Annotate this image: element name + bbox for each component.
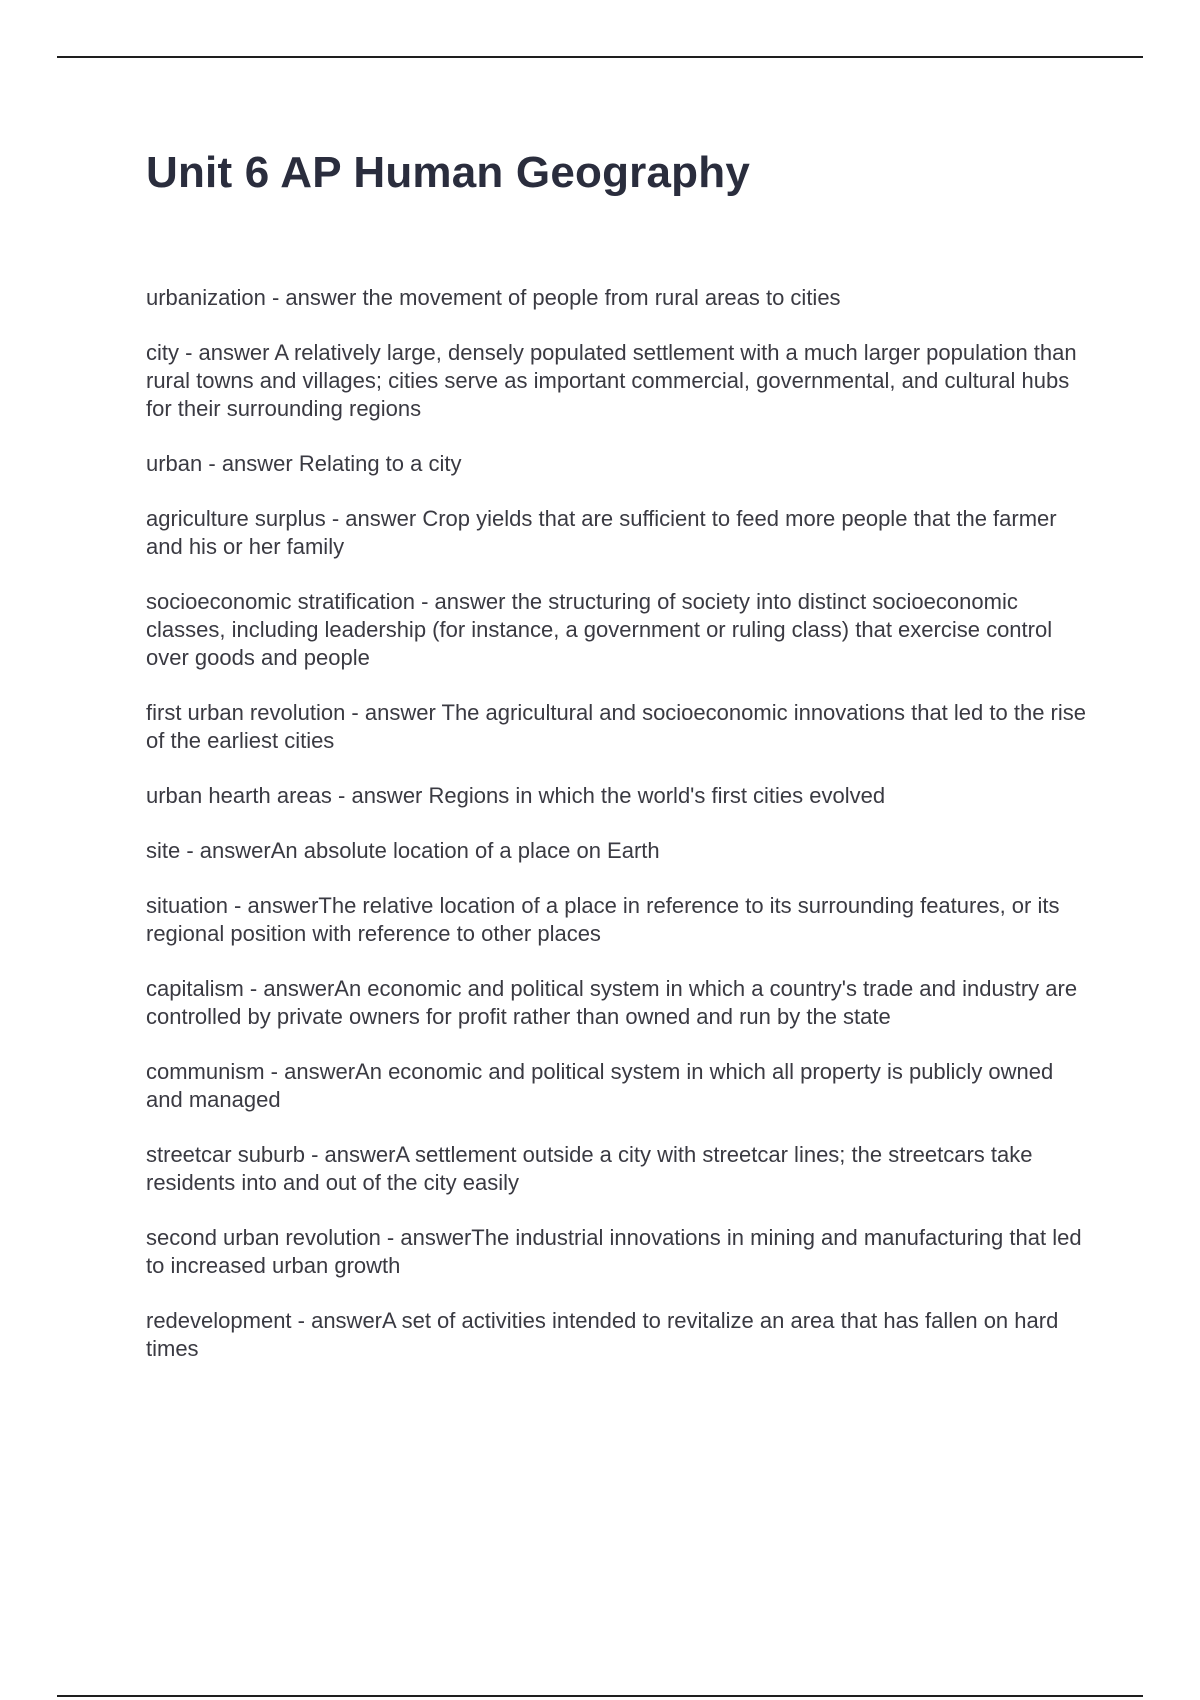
definition-entry: site - answerAn absolute location of a place on Earth [146,838,660,863]
definition-entry: agriculture surplus - answer Crop yields that are sufficient to feed more people that the farmer and his or her family [146,506,1057,559]
definition-entry: urban - answer Relating to a city [146,451,462,476]
definition-entry: urban hearth areas - answer Regions in which the world's first cities evolved [146,783,886,808]
definition-entry: second urban revolution - answerThe industrial innovations in mining and manufacturing that led to increased urban growth [146,1225,1082,1278]
definition-entry: urbanization - answer the movement of people from rural areas to cities [146,285,841,310]
definition-entry: situation - answerThe relative location of a place in reference to its surrounding features, or its regional position with reference to other places [146,893,1060,946]
definition-entry: streetcar suburb - answerA settlement outside a city with streetcar lines; the streetcars take residents into and out of the city easily [146,1142,1033,1195]
document-body [146,140,1096,1390]
definition-entry: socioeconomic stratification - answer the structuring of society into distinct socioeconomic classes, including leadership (for instance, a government or ruling class) that exercise control over goods and people [146,589,1053,670]
top-divider [57,56,1143,58]
page-title: Unit 6 AP Human Geography [146,148,750,197]
definition-entry: redevelopment - answerA set of activities intended to revitalize an area that has fallen on hard times [146,1308,1059,1361]
definition-entry: communism - answerAn economic and political system in which all property is publicly owned and managed [146,1059,1054,1112]
definition-entry: capitalism - answerAn economic and political system in which a country's trade and industry are controlled by private owners for profit rather than owned and run by the state [146,976,1078,1029]
definition-entry: city - answer A relatively large, densely populated settlement with a much larger population than rural towns and villages; cities serve as important commercial, governmental, and cultural hubs for their surrounding regions [146,340,1077,421]
bottom-divider [57,1695,1143,1697]
definition-entry: first urban revolution - answer The agricultural and socioeconomic innovations that led to the rise of the earliest cities [146,700,1086,753]
definition-list [146,284,1096,1363]
